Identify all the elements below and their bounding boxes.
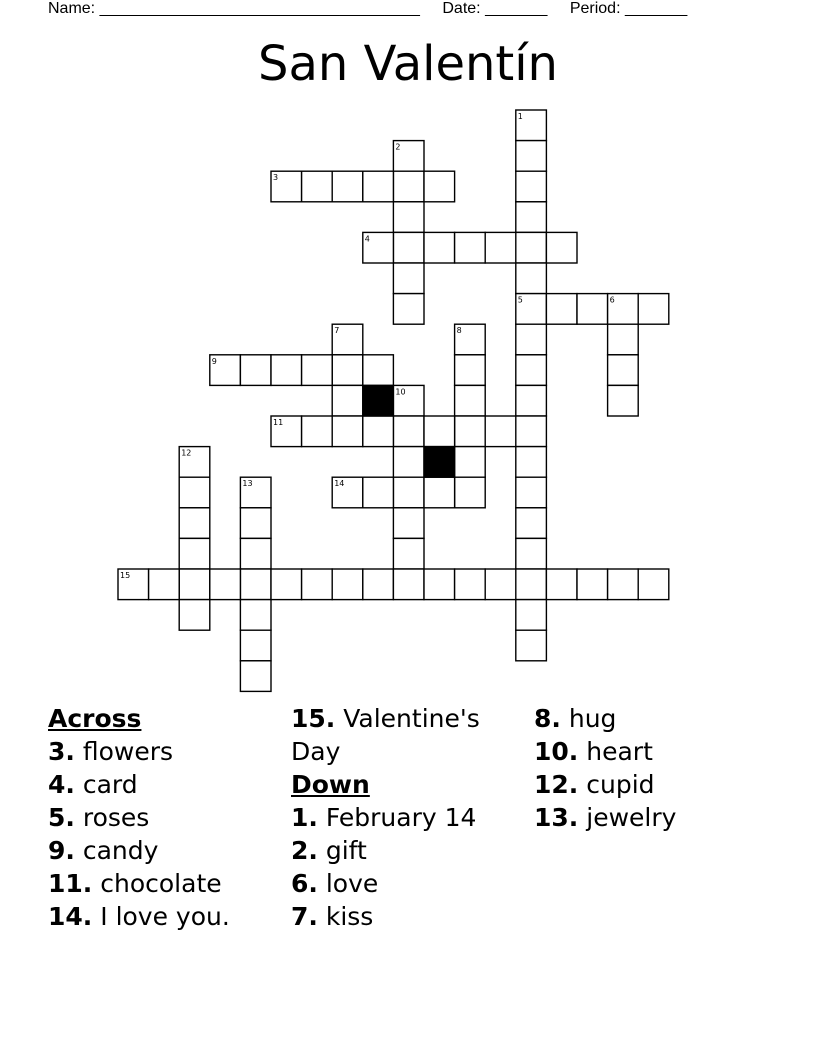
clue-column-2 [291, 702, 491, 933]
grid-cell[interactable] [455, 355, 486, 386]
grid-cell[interactable] [363, 355, 394, 386]
grid-cell[interactable] [577, 294, 608, 325]
grid-cell[interactable] [393, 569, 424, 600]
grid-cell[interactable] [424, 416, 455, 447]
grid-cell[interactable] [302, 171, 333, 202]
down-clue [291, 867, 491, 900]
across-clue [48, 735, 283, 768]
grid-cell[interactable] [485, 232, 516, 263]
grid-cell[interactable] [546, 569, 577, 600]
grid-cell[interactable] [332, 355, 363, 386]
clue-number: 13. [534, 803, 579, 832]
grid-cell[interactable] [179, 508, 210, 539]
grid-cell[interactable] [455, 477, 486, 508]
grid-cell[interactable] [455, 232, 486, 263]
period-field[interactable]: Period: _______ [569, 0, 688, 17]
grid-cell[interactable] [455, 569, 486, 600]
grid-cell[interactable] [516, 355, 547, 386]
grid-cell[interactable] [577, 569, 608, 600]
across-clue [48, 768, 283, 801]
grid-cell[interactable] [516, 141, 547, 172]
grid-cell[interactable] [516, 447, 547, 478]
grid-cell[interactable] [485, 416, 516, 447]
clue-number: 15. [291, 704, 336, 733]
date-field[interactable]: Date: _______ [442, 0, 548, 17]
clue-text: flowers [82, 737, 174, 766]
grid-cell[interactable] [393, 538, 424, 569]
grid-cell[interactable] [393, 447, 424, 478]
grid-cell[interactable] [516, 416, 547, 447]
grid-cell[interactable] [240, 508, 271, 539]
cell-number: 2 [395, 142, 401, 152]
grid-cell[interactable] [638, 294, 669, 325]
cell-number: 8 [456, 326, 462, 336]
grid-cell[interactable] [424, 477, 455, 508]
clue-number: 7. [291, 902, 318, 931]
clue-text: chocolate [100, 869, 222, 898]
grid-cell[interactable] [149, 569, 180, 600]
grid-cell[interactable] [516, 385, 547, 416]
grid-cell[interactable] [608, 569, 639, 600]
clue-number: 12. [534, 770, 579, 799]
clue-number: 11. [48, 869, 93, 898]
page-title: San Valentín [258, 36, 558, 92]
cell-number: 11 [273, 418, 284, 427]
grid-cell[interactable] [363, 171, 394, 202]
grid-cell[interactable] [179, 600, 210, 631]
down-heading: Down [291, 770, 370, 799]
clue-column-1 [48, 702, 283, 933]
grid-cell[interactable] [332, 569, 363, 600]
clue-number: 14. [48, 902, 93, 931]
grid-cell[interactable] [485, 569, 516, 600]
grid-cell[interactable] [455, 416, 486, 447]
clue-number: 1. [291, 803, 318, 832]
grid-cell[interactable] [638, 569, 669, 600]
down-clue [291, 900, 491, 933]
grid-cell[interactable] [240, 355, 271, 386]
cell-number: 12 [181, 448, 192, 458]
down-clue [534, 735, 769, 768]
grid-cell[interactable] [393, 477, 424, 508]
across-clue [48, 801, 283, 834]
clue-number: 9. [48, 836, 75, 865]
clue-text: heart [586, 737, 653, 766]
clue-text: I love you. [100, 902, 230, 931]
grid-cell[interactable] [240, 661, 271, 692]
grid-cell[interactable] [608, 324, 639, 355]
grid-cell[interactable] [393, 202, 424, 233]
grid-cell[interactable] [608, 385, 639, 416]
clue-text: kiss [325, 902, 374, 931]
grid-cell[interactable] [332, 416, 363, 447]
cell-number: 5 [517, 295, 523, 305]
clue-column-3 [534, 702, 769, 834]
grid-cell[interactable] [516, 600, 547, 631]
across-clue [48, 834, 283, 867]
cell-number: 14 [334, 479, 345, 489]
grid-cell[interactable] [363, 569, 394, 600]
grid-cell[interactable] [179, 538, 210, 569]
down-clue [534, 768, 769, 801]
grid-cell[interactable] [302, 355, 333, 386]
grid-cell[interactable] [271, 569, 302, 600]
grid-cell[interactable] [424, 569, 455, 600]
clue-number: 8. [534, 704, 561, 733]
grid-cell[interactable] [516, 569, 547, 600]
across-heading: Across [48, 704, 142, 733]
grid-cell[interactable] [363, 416, 394, 447]
down-clue [291, 801, 491, 834]
black-cell [424, 447, 455, 478]
clue-text: hug [568, 704, 617, 733]
clue-text: candy [82, 836, 159, 865]
grid-cell[interactable] [302, 416, 333, 447]
clue-number: 10. [534, 737, 579, 766]
grid-cell[interactable] [516, 232, 547, 263]
cell-number: 9 [211, 356, 217, 366]
clue-number: 3. [48, 737, 75, 766]
grid-cell[interactable] [179, 569, 210, 600]
cell-number: 7 [334, 326, 340, 336]
cell-number: 15 [120, 571, 131, 580]
clue-number: 5. [48, 803, 75, 832]
grid-cell[interactable] [516, 171, 547, 202]
grid-cell[interactable] [240, 600, 271, 631]
cell-number: 3 [273, 173, 279, 183]
clue-number: 6. [291, 869, 318, 898]
grid-cell[interactable] [210, 569, 241, 600]
black-cell [363, 385, 394, 416]
grid-cell[interactable] [424, 171, 455, 202]
grid-cell[interactable] [240, 630, 271, 661]
grid-cell[interactable] [516, 508, 547, 539]
grid-cell[interactable] [271, 355, 302, 386]
clue-text: Valentine's Day [291, 704, 480, 766]
cell-number: 10 [395, 387, 406, 397]
down-clue [534, 801, 769, 834]
clue-number: 4. [48, 770, 75, 799]
across-clue [48, 900, 283, 933]
grid-cell[interactable] [332, 171, 363, 202]
grid-cell[interactable] [179, 477, 210, 508]
grid-cell[interactable] [424, 232, 455, 263]
grid-cell[interactable] [393, 171, 424, 202]
clue-text: gift [325, 836, 367, 865]
grid-cell[interactable] [363, 477, 394, 508]
clue-text: jewelry [586, 803, 677, 832]
grid-cell[interactable] [516, 538, 547, 569]
grid-cell[interactable] [240, 538, 271, 569]
cell-number: 13 [242, 479, 253, 489]
grid-cell[interactable] [240, 569, 271, 600]
grid-cell[interactable] [455, 447, 486, 478]
name-field[interactable]: Name: ____________________________________ [48, 0, 420, 17]
grid-cell[interactable] [393, 263, 424, 294]
cell-number: 6 [609, 295, 615, 305]
grid-cell[interactable] [516, 324, 547, 355]
cell-number: 1 [517, 112, 523, 121]
clue-text: roses [82, 803, 150, 832]
clue-number: 2. [291, 836, 318, 865]
across-clue [48, 867, 283, 900]
grid-cell[interactable] [546, 232, 577, 263]
grid-cell[interactable] [302, 569, 333, 600]
grid-cell[interactable] [516, 202, 547, 233]
grid-cell[interactable] [608, 355, 639, 386]
grid-cell[interactable] [516, 477, 547, 508]
cell-number: 4 [364, 234, 370, 244]
grid-cell[interactable] [332, 385, 363, 416]
grid-cell[interactable] [455, 385, 486, 416]
grid-cell[interactable] [516, 630, 547, 661]
grid-cell[interactable] [393, 232, 424, 263]
grid-cell[interactable] [393, 294, 424, 325]
grid-cell[interactable] [393, 508, 424, 539]
grid-cell[interactable] [546, 294, 577, 325]
clue-text: love [325, 869, 379, 898]
clue-text: February 14 [325, 803, 477, 832]
clue-text: card [82, 770, 138, 799]
clue-text: cupid [586, 770, 655, 799]
grid-cell[interactable] [516, 263, 547, 294]
grid-cell[interactable] [393, 416, 424, 447]
down-clue [291, 834, 491, 867]
down-clue [534, 702, 769, 735]
across-clue [291, 702, 491, 768]
